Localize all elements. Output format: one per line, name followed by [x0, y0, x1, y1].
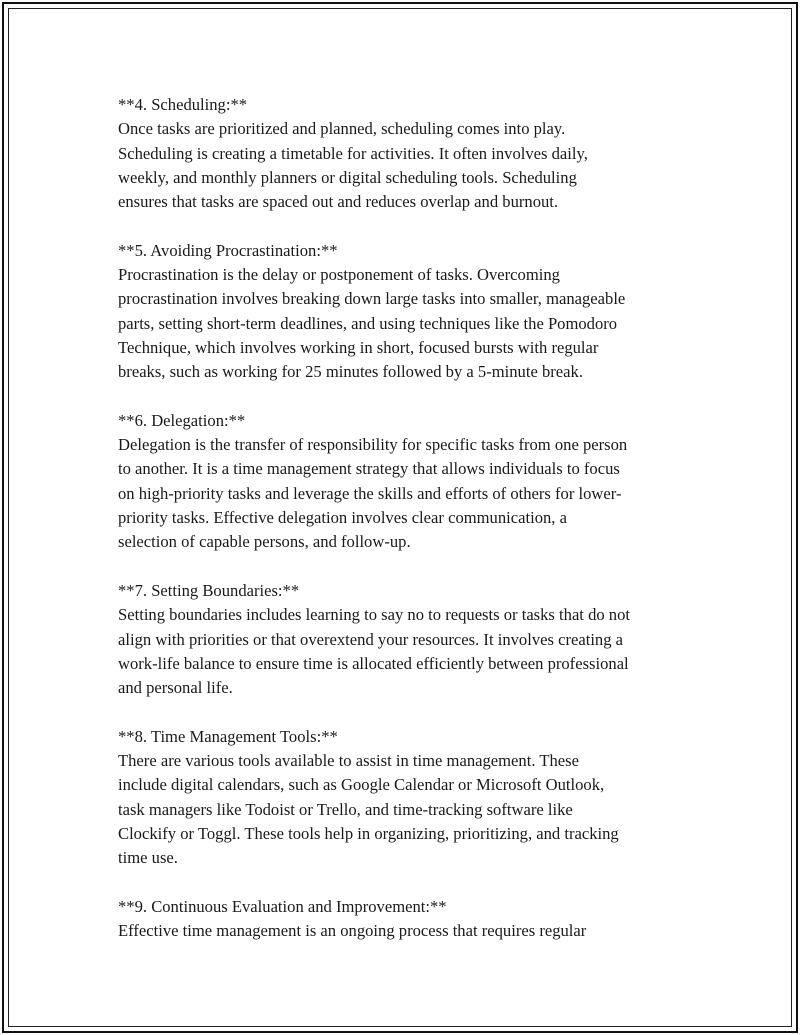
- section-heading: **6. Delegation:**: [118, 410, 246, 430]
- paragraph-line: Procrastination is the delay or postponement of tasks. Overcoming: [118, 265, 560, 285]
- section-heading: **8. Time Management Tools:**: [118, 726, 338, 746]
- paragraph-line: work-life balance to ensure time is allocated efficiently between professional: [118, 653, 629, 673]
- section-delegation: [118, 409, 698, 555]
- paragraph-line: Once tasks are prioritized and planned, scheduling comes into play.: [118, 119, 566, 139]
- document-body: [118, 93, 698, 968]
- paragraph-line: procrastination involves breaking down large tasks into smaller, manageable: [118, 289, 626, 309]
- paragraph-line: Scheduling is creating a timetable for activities. It often involves daily,: [118, 143, 588, 163]
- paragraph-line: task managers like Todoist or Trello, and time-tracking software like: [118, 799, 573, 819]
- paragraph-line: and personal life.: [118, 678, 233, 698]
- section-scheduling: [118, 93, 698, 214]
- section-heading: **4. Scheduling:**: [118, 95, 248, 114]
- paragraph-line: Clockify or Toggl. These tools help in organizing, prioritizing, and tracking: [118, 823, 619, 843]
- paragraph-line: selection of capable persons, and follow-up.: [118, 532, 411, 552]
- paragraph-line: Technique, which involves working in short, focused bursts with regular: [118, 337, 599, 357]
- paragraph-line: to another. It is a time management strategy that allows individuals to focus: [118, 459, 620, 479]
- paragraph-line: ensures that tasks are spaced out and reduces overlap and burnout.: [118, 192, 559, 212]
- paragraph-line: priority tasks. Effective delegation involves clear communication, a: [118, 508, 567, 528]
- paragraph-line: Effective time management is an ongoing process that requires regular: [118, 921, 587, 941]
- paragraph-line: time use.: [118, 848, 178, 868]
- paragraph-line: breaks, such as working for 25 minutes followed by a 5-minute break.: [118, 362, 583, 382]
- paragraph-line: align with priorities or that overextend your resources. It involves creating a: [118, 629, 624, 649]
- paragraph-line: Delegation is the transfer of responsibility for specific tasks from one person: [118, 435, 628, 455]
- paragraph-line: parts, setting short-term deadlines, and using techniques like the Pomodoro: [118, 313, 618, 333]
- section-continuous-evaluation: [118, 895, 698, 944]
- section-heading: **5. Avoiding Procrastination:**: [118, 240, 338, 260]
- paragraph-line: on high-priority tasks and leverage the skills and efforts of others for lower-: [118, 483, 622, 503]
- section-heading: **7. Setting Boundaries:**: [118, 580, 300, 600]
- section-setting-boundaries: [118, 579, 698, 700]
- paragraph-line: include digital calendars, such as Google Calendar or Microsoft Outlook,: [118, 775, 605, 795]
- section-avoiding-procrastination: [118, 239, 698, 385]
- section-time-management-tools: [118, 725, 698, 871]
- section-heading: **9. Continuous Evaluation and Improvement:**: [118, 896, 447, 916]
- paragraph-line: weekly, and monthly planners or digital scheduling tools. Scheduling: [118, 167, 577, 187]
- paragraph-line: Setting boundaries includes learning to say no to requests or tasks that do not: [118, 605, 631, 625]
- paragraph-line: There are various tools available to assist in time management. These: [118, 751, 579, 771]
